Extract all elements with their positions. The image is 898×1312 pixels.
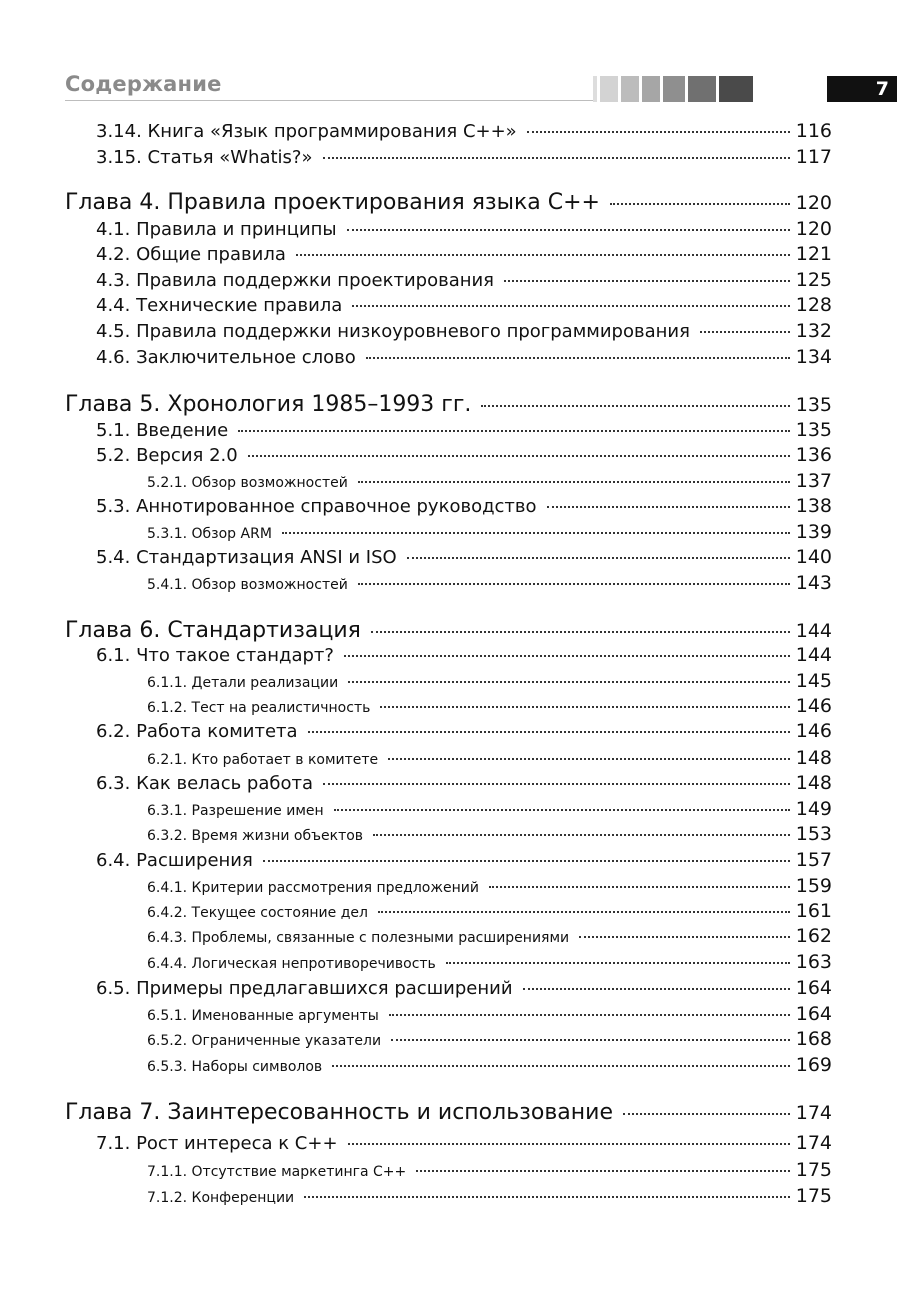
toc-entry-label: 6.1.1. Детали реализации	[147, 675, 339, 691]
toc-entry-page: 117	[795, 146, 832, 168]
toc-entry-section	[65, 849, 832, 871]
toc-entry-page: 159	[795, 875, 832, 897]
toc-entry-label: 6.2. Работа комитета	[96, 721, 298, 742]
toc-dot-leader	[380, 706, 789, 708]
toc-entry-label: 6.5.2. Ограниченные указатели	[147, 1033, 382, 1049]
toc-entry-label: 5.2.1. Обзор возможностей	[147, 475, 348, 491]
toc-entry-sub	[65, 823, 832, 845]
toc-entry-sub	[65, 572, 832, 594]
toc-dot-leader	[358, 481, 790, 483]
toc-entry-label: 7.1.2. Конференции	[147, 1190, 295, 1206]
toc-entry-label: 4.1. Правила и принципы	[96, 219, 337, 240]
toc-entry-page: 125	[795, 269, 832, 291]
toc-dot-leader	[366, 357, 790, 359]
toc-dot-leader	[263, 860, 790, 862]
toc-entry-sub	[65, 798, 832, 820]
toc-entry-page: 140	[795, 546, 832, 568]
page-header	[65, 72, 889, 104]
toc-dot-leader	[446, 962, 790, 964]
toc-entry-sub	[65, 695, 832, 717]
toc-entry-page: 146	[795, 720, 832, 742]
toc-entry-sub	[65, 470, 832, 492]
toc-entry-page: 120	[795, 192, 832, 214]
toc-entry-page: 146	[795, 695, 832, 717]
toc-entry-label: 5.3. Аннотированное справочное руководство	[96, 496, 537, 517]
toc-entry-page: 174	[795, 1102, 832, 1124]
toc-entry-label: 5.1. Введение	[96, 420, 229, 441]
toc-entry-sub	[65, 1159, 832, 1181]
toc-entry-label: 3.14. Книга «Язык программирования C++»	[96, 121, 517, 142]
toc-dot-leader	[344, 655, 790, 657]
toc-entry-section	[65, 218, 832, 240]
header-bar	[600, 76, 618, 102]
toc-entry-section	[65, 444, 832, 466]
toc-entry-page: 164	[795, 1003, 832, 1025]
toc-entry-label: 6.4.1. Критерии рассмотрения предложений	[147, 880, 479, 896]
toc-entry-label: 6.1. Что такое стандарт?	[96, 645, 334, 666]
toc-dot-leader	[623, 1113, 790, 1115]
toc-dot-leader	[348, 681, 790, 683]
toc-entry-label: Глава 7. Заинтересованность и использование	[65, 1100, 613, 1125]
toc-entry-page: 163	[795, 951, 832, 973]
toc-entry-label: 7.1.1. Отсутствие маркетинга C++	[147, 1164, 407, 1180]
toc-dot-leader	[700, 331, 790, 333]
toc-dot-leader	[352, 305, 789, 307]
header-bar	[688, 76, 716, 102]
toc-entry-section	[65, 120, 832, 142]
page-number: 7	[827, 76, 897, 102]
toc-entry-page: 116	[795, 120, 832, 142]
toc-dot-leader	[416, 1170, 790, 1172]
toc-dot-leader	[358, 583, 790, 585]
toc-entry-sub	[65, 521, 832, 543]
toc-entry-page: 148	[795, 747, 832, 769]
toc-entry-page: 144	[795, 620, 832, 642]
toc-entry-page: 164	[795, 977, 832, 999]
header-bar	[642, 76, 660, 102]
toc-dot-leader	[308, 731, 790, 733]
toc-entry-section	[65, 243, 832, 265]
toc-dot-leader	[391, 1039, 790, 1041]
toc-dot-leader	[323, 157, 790, 159]
toc-entry-label: 5.4.1. Обзор возможностей	[147, 577, 348, 593]
toc-entry-label: 7.1. Рост интереса к C++	[96, 1133, 338, 1154]
toc-entry-page: 145	[795, 670, 832, 692]
toc-dot-leader	[371, 631, 790, 633]
toc-entry-section	[65, 346, 832, 368]
toc-entry-page: 138	[795, 495, 832, 517]
toc-entry-page: 149	[795, 798, 832, 820]
toc-entry-label: 4.3. Правила поддержки проектирования	[96, 270, 495, 291]
toc-entry-page: 135	[795, 419, 832, 441]
toc-entry-label: 5.2. Версия 2.0	[96, 445, 238, 466]
toc-dot-leader	[504, 280, 790, 282]
toc-entry-page: 157	[795, 849, 832, 871]
toc-entry-page: 175	[795, 1159, 832, 1181]
toc-entry-section	[65, 320, 832, 342]
toc-entry-label: 6.3.1. Разрешение имен	[147, 803, 324, 819]
toc-dot-leader	[388, 758, 790, 760]
toc-entry-page: 174	[795, 1132, 832, 1154]
header-gradient-bars	[593, 76, 756, 102]
toc-entry-chapter	[65, 190, 832, 215]
toc-entry-page: 148	[795, 772, 832, 794]
toc-entry-section	[65, 269, 832, 291]
toc-entry-label: 5.4. Стандартизация ANSI и ISO	[96, 547, 397, 568]
toc-entry-chapter	[65, 618, 832, 643]
header-title: Содержание	[65, 72, 222, 96]
toc-entry-page: 168	[795, 1028, 832, 1050]
toc-dot-leader	[579, 936, 790, 938]
toc-entry-page: 135	[795, 394, 832, 416]
toc-entry-page: 169	[795, 1054, 832, 1076]
header-bar	[719, 76, 753, 102]
header-bar	[593, 76, 597, 102]
toc-dot-leader	[238, 430, 790, 432]
toc-entry-page: 128	[795, 294, 832, 316]
toc-entry-section	[65, 546, 832, 568]
toc-dot-leader	[373, 834, 790, 836]
toc-entry-sub	[65, 1185, 832, 1207]
toc-entry-page: 143	[795, 572, 832, 594]
toc-dot-leader	[248, 455, 790, 457]
toc-dot-leader	[323, 783, 790, 785]
toc-entry-label: 6.4.2. Текущее состояние дел	[147, 905, 368, 921]
toc-entry-page: 175	[795, 1185, 832, 1207]
toc-entry-label: 6.3.2. Время жизни объектов	[147, 828, 364, 844]
toc-dot-leader	[282, 532, 790, 534]
toc-dot-leader	[332, 1065, 790, 1067]
toc-entry-page: 144	[795, 644, 832, 666]
toc-entry-sub	[65, 1028, 832, 1050]
toc-entry-label: 4.5. Правила поддержки низкоуровневого программирования	[96, 321, 690, 342]
toc-dot-leader	[348, 1143, 790, 1145]
toc-entry-label: 6.5.1. Именованные аргументы	[147, 1008, 379, 1024]
toc-entry-section	[65, 419, 832, 441]
toc-dot-leader	[389, 1014, 790, 1016]
toc-dot-leader	[296, 254, 790, 256]
toc-entry-label: 6.1.2. Тест на реалистичность	[147, 700, 371, 716]
toc-entry-section	[65, 294, 832, 316]
toc-dot-leader	[610, 203, 790, 205]
toc-dot-leader	[527, 131, 790, 133]
toc-entry-label: 6.4.4. Логическая непротиворечивость	[147, 956, 436, 972]
toc-entry-sub	[65, 925, 832, 947]
toc-entry-label: 6.2.1. Кто работает в комитете	[147, 752, 379, 768]
toc-entry-section	[65, 644, 832, 666]
toc-entry-label: 6.4. Расширения	[96, 850, 253, 871]
toc-entry-section	[65, 495, 832, 517]
toc-entry-page: 121	[795, 243, 832, 265]
toc-dot-leader	[547, 506, 790, 508]
toc-entry-section	[65, 977, 832, 999]
toc-entry-label: Глава 6. Стандартизация	[65, 618, 361, 643]
toc-entry-sub	[65, 900, 832, 922]
toc-entry-chapter	[65, 1100, 832, 1125]
toc-dot-leader	[523, 988, 790, 990]
toc-entry-sub	[65, 875, 832, 897]
toc-entry-page: 132	[795, 320, 832, 342]
toc-entry-sub	[65, 1003, 832, 1025]
toc-entry-section	[65, 1132, 832, 1154]
toc-entry-label: 6.3. Как велась работа	[96, 773, 314, 794]
toc-entry-section	[65, 772, 832, 794]
toc-entry-sub	[65, 670, 832, 692]
toc-entry-section	[65, 146, 832, 168]
toc-entry-page: 136	[795, 444, 832, 466]
toc-dot-leader	[407, 557, 790, 559]
toc-entry-chapter	[65, 392, 832, 417]
toc-dot-leader	[304, 1196, 790, 1198]
toc-entry-label: 4.2. Общие правила	[96, 244, 286, 265]
toc-entry-label: Глава 5. Хронология 1985–1993 гг.	[65, 392, 472, 417]
toc-entry-sub	[65, 1054, 832, 1076]
toc-entry-page: 137	[795, 470, 832, 492]
header-bar	[663, 76, 685, 102]
header-rule	[65, 100, 595, 101]
toc-entry-page: 134	[795, 346, 832, 368]
toc-entry-page: 162	[795, 925, 832, 947]
toc-dot-leader	[378, 911, 790, 913]
toc-entry-label: 5.3.1. Обзор ARM	[147, 526, 272, 542]
toc-entry-page: 139	[795, 521, 832, 543]
toc-entry-label: 4.4. Технические правила	[96, 295, 343, 316]
toc-dot-leader	[481, 405, 789, 407]
toc-entry-label: 6.5.3. Наборы символов	[147, 1059, 323, 1075]
toc-dot-leader	[347, 229, 790, 231]
toc-entry-label: 3.15. Статья «Whatis?»	[96, 147, 313, 168]
toc-entry-page: 120	[795, 218, 832, 240]
toc-entry-sub	[65, 747, 832, 769]
toc-entry-label: 6.4.3. Проблемы, связанные с полезными расширениями	[147, 930, 570, 946]
toc-entry-page: 153	[795, 823, 832, 845]
toc-entry-label: 4.6. Заключительное слово	[96, 347, 356, 368]
toc-entry-section	[65, 720, 832, 742]
toc-entry-label: 6.5. Примеры предлагавшихся расширений	[96, 978, 513, 999]
header-bar	[621, 76, 639, 102]
toc-entry-page: 161	[795, 900, 832, 922]
toc-entry-sub	[65, 951, 832, 973]
toc-dot-leader	[334, 809, 790, 811]
toc-dot-leader	[489, 886, 790, 888]
toc-entry-label: Глава 4. Правила проектирования языка C++	[65, 190, 600, 215]
